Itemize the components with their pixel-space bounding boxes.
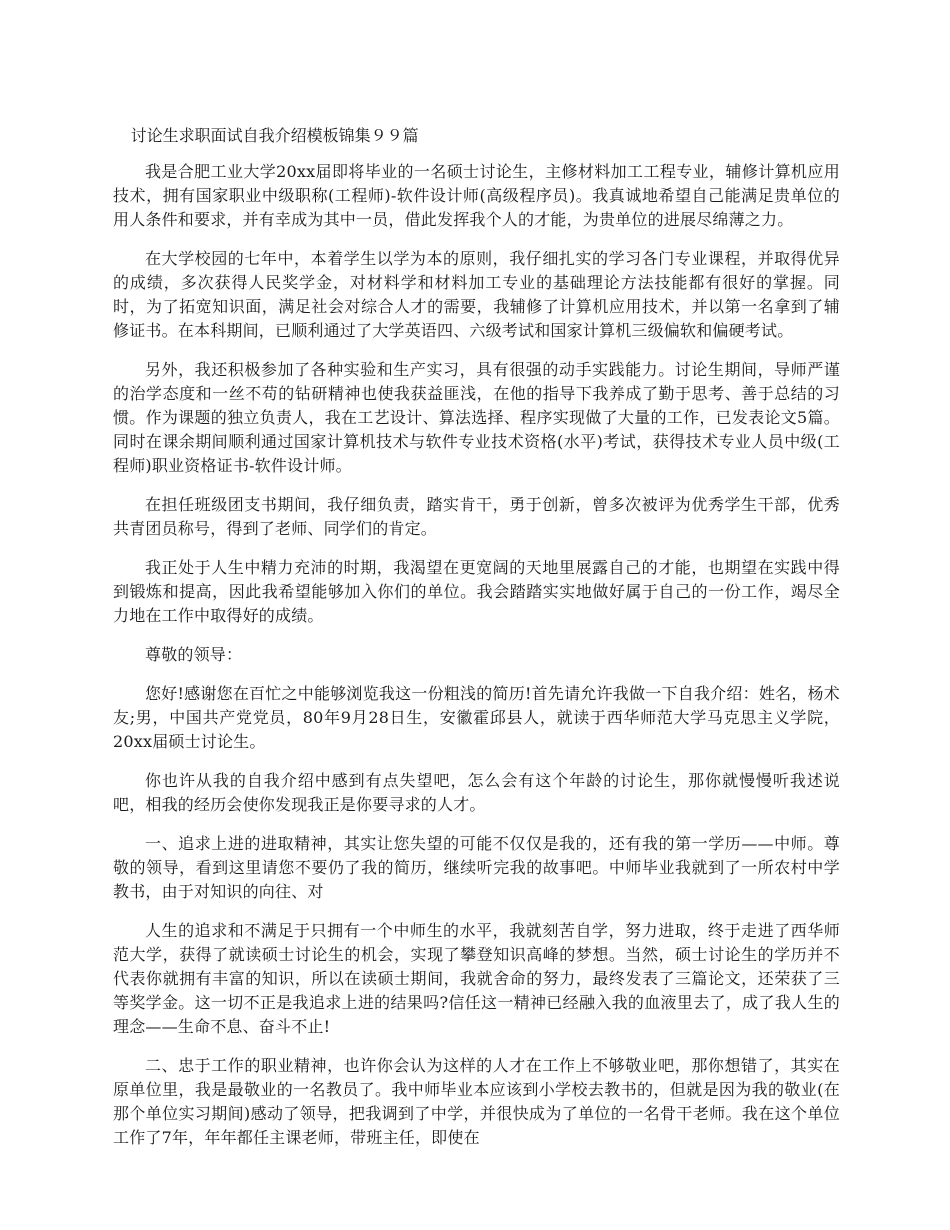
paragraph: 在大学校园的七年中，本着学生以学为本的原则，我仔细扎实的学习各门专业课程，并取得优异的成绩，多次获得人民奖学金，对材料学和材料加工专业的基础理论方法技能都有很好的掌握。同时，为了拓宽知识面，满足社会对综合人才的需要，我辅修了计算机应用技术，并以第一名拿到了辅修证书。在本科期间，已顺利通过了大学英语四、六级考试和国家计算机三级偏软和偏硬考试。 xyxy=(113,249,840,340)
paragraph: 我是合肥工业大学20xx届即将毕业的一名硕士讨论生，主修材料加工工程专业，辅修计算机应用技术，拥有国家职业中级职称(工程师)-软件设计师(高级程序员)。我真诚地希望自己能满足贵单位的用人条件和要求，并有幸成为其中一员，借此发挥我个人的才能，为贵单位的进展尽绵薄之力。 xyxy=(113,162,840,229)
paragraph: 你也许从我的自我介绍中感到有点失望吧，怎么会有这个年龄的讨论生，那你就慢慢听我述说吧，相我的经历会使你发现我正是你要寻求的人才。 xyxy=(113,771,840,814)
document-title: 讨论生求职面试自我介绍模板锦集９９篇 xyxy=(130,126,419,145)
paragraph: 我正处于人生中精力充沛的时期，我渴望在更宽阔的天地里展露自己的才能，也期望在实践中得到锻炼和提高，因此我希望能够加入你们的单位。我会踏踏实实地做好属于自己的一份工作，竭尽全力地在工作中取得好的成绩。 xyxy=(113,558,840,625)
salutation: 尊敬的领导： xyxy=(145,645,243,664)
paragraph: 一、追求上进的进取精神，其实让您失望的可能不仅仅是我的，还有我的第一学历——中师。尊敬的领导，看到这里请您不要仍了我的简历，继续听完我的故事吧。中师毕业我就到了一所农村中学教书，由于对知识的向往、对 xyxy=(113,834,840,901)
paragraph: 您好!感谢您在百忙之中能够浏览我这一份粗浅的简历!首先请允许我做一下自我介绍：姓名，杨术友;男，中国共产党党员，80年9月28日生，安徽霍邱县人，就读于西华师范大学马克思主义学院，20xx届硕士讨论生。 xyxy=(113,684,840,751)
paragraph: 人生的追求和不满足于只拥有一个中师生的水平，我就刻苦自学，努力进取，终于走进了西华师范大学，获得了就读硕士讨论生的机会，实现了攀登知识高峰的梦想。当然，硕士讨论生的学历并不代表你就拥有丰富的知识，所以在读硕士期间，我就舍命的努力，最终发表了三篇论文，还荣获了三等奖学金。这一切不正是我追求上进的结果吗?信任这一精神已经融入我的血液里去了，成了我人生的理念——生命不息、奋斗不止! xyxy=(113,921,840,1036)
document-page xyxy=(113,124,840,1165)
paragraph: 二、忠于工作的职业精神，也许你会认为这样的人才在工作上不够敬业吧，那你想错了，其实在原单位里，我是最敬业的一名教员了。我中师毕业本应该到小学校去教书的，但就是因为我的敬业(在那个单位实习期间)感动了领导，把我调到了中学，并很快成为了单位的一名骨干老师。我在这个单位工作了7年，年年都任主课老师，带班主任，即使在 xyxy=(113,1056,840,1147)
paragraph: 另外，我还积极参加了各种实验和生产实习，具有很强的动手实践能力。讨论生期间，导师严谨的治学态度和一丝不苟的钻研精神也使我获益匪浅，在他的指导下我养成了勤于思考、善于总结的习惯。作为课题的独立负责人，我在工艺设计、算法选择、程序实现做了大量的工作，已发表论文5篇。同时在课余期间顺利通过国家计算机技术与软件专业技术资格(水平)考试，获得技术专业人员中级(工程师)职业资格证书-软件设计师。 xyxy=(113,360,840,475)
paragraph: 在担任班级团支书期间，我仔细负责，踏实肯干，勇于创新，曾多次被评为优秀学生干部，优秀共青团员称号，得到了老师、同学们的肯定。 xyxy=(113,495,840,538)
